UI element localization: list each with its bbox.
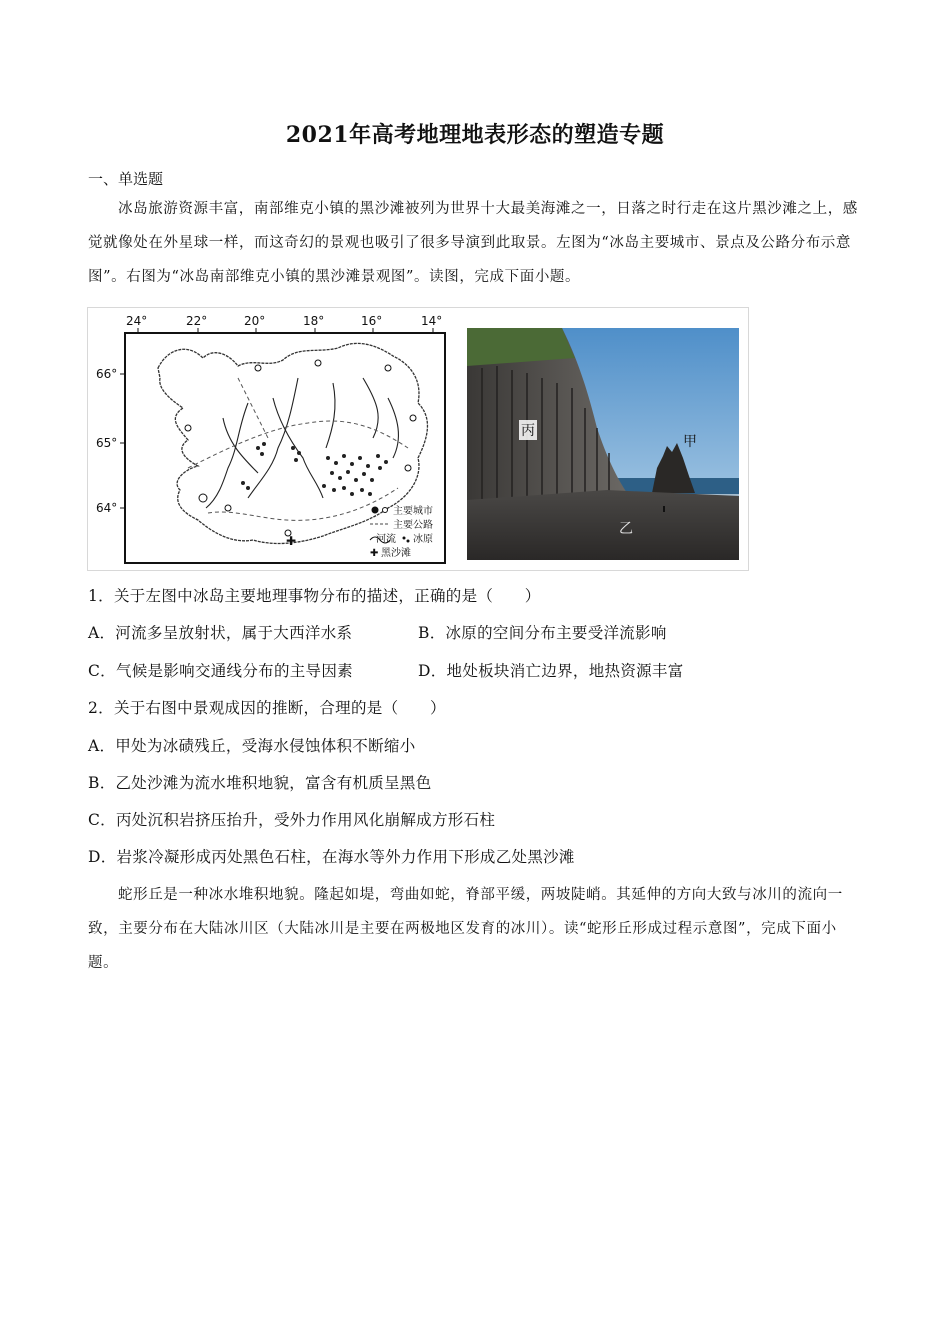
iceland-map	[88, 308, 460, 570]
lat-label: 65°	[96, 436, 118, 450]
question-2-option-c[interactable]: C．丙处沉积岩挤压抬升，受外力作用风化崩解成方形石柱	[88, 811, 496, 829]
section-heading: 一、单选题	[88, 170, 164, 188]
lon-label: 18°	[303, 314, 325, 328]
question-2-stem: 2．关于右图中景观成因的推断，合理的是（ ）	[88, 699, 446, 717]
question-1-option-c[interactable]: C．气候是影响交通线分布的主导因素	[88, 662, 353, 680]
svg-text:✚: ✚	[286, 534, 297, 548]
legend-ice: 冰原	[413, 534, 433, 545]
question-1-option-d[interactable]: D．地处板块消亡边界，地热资源丰富	[418, 662, 684, 680]
legend-river: 河流	[376, 534, 396, 545]
label-bing: 丙	[519, 420, 537, 440]
black-beach-photo	[467, 328, 739, 560]
svg-text:✚: ✚	[370, 548, 379, 559]
question-1-option-a[interactable]: A．河流多呈放射状，属于大西洋水系	[88, 624, 353, 642]
question-2-option-b[interactable]: B．乙处沙滩为流水堆积地貌，富含有机质呈黑色	[88, 774, 432, 792]
lon-label: 14°	[421, 314, 443, 328]
lat-label: 66°	[96, 367, 118, 381]
figure-box	[87, 307, 749, 571]
question-1-stem: 1．关于左图中冰岛主要地理事物分布的描述，正确的是（ ）	[88, 587, 541, 605]
lon-label: 20°	[244, 314, 266, 328]
label-jia: 甲	[683, 434, 697, 450]
question-2-option-a[interactable]: A．甲处为冰碛残丘，受海水侵蚀体积不断缩小	[88, 737, 416, 755]
legend-city: 主要城市	[393, 506, 433, 517]
question-2-option-d[interactable]: D．岩浆冷凝形成丙处黑色石柱，在海水等外力作用下形成乙处黑沙滩	[88, 848, 575, 866]
question-1-option-b[interactable]: B．冰原的空间分布主要受洋流影响	[418, 624, 667, 642]
black-sand-beach	[467, 490, 739, 560]
legend-road: 主要公路	[393, 520, 433, 531]
lon-label: 24°	[126, 314, 148, 328]
legend-beach: 黑沙滩	[381, 548, 411, 559]
page-title: 2021年高考地理地表形态的塑造专题	[285, 122, 665, 148]
label-yi: 乙	[619, 521, 633, 537]
passage-esker: 蛇形丘是一种冰水堆积地貌。隆起如堤，弯曲如蛇，脊部平缓，两坡陡峭。其延伸的方向大致与冰川的流向一致，主要分布在大陆冰川区（大陆冰川是主要在两极地区发育的冰川）。读“蛇形丘形成过程示意图”，完成下面小题。	[88, 887, 843, 971]
lon-label: 16°	[361, 314, 383, 328]
lat-label: 64°	[96, 501, 118, 515]
map-legend	[370, 504, 433, 559]
passage-iceland: 冰岛旅游资源丰富，南部维克小镇的黑沙滩被列为世界十大最美海滩之一，日落之时行走在这片黑沙滩之上，感觉就像处在外星球一样，而这奇幻的景观也吸引了很多导演到此取景。左图为“冰岛主要城市、景点及公路分布示意图”。右图为“冰岛南部维克小镇的黑沙滩景观图”。读图，完成下面小题。	[88, 201, 858, 285]
lon-label: 22°	[186, 314, 208, 328]
